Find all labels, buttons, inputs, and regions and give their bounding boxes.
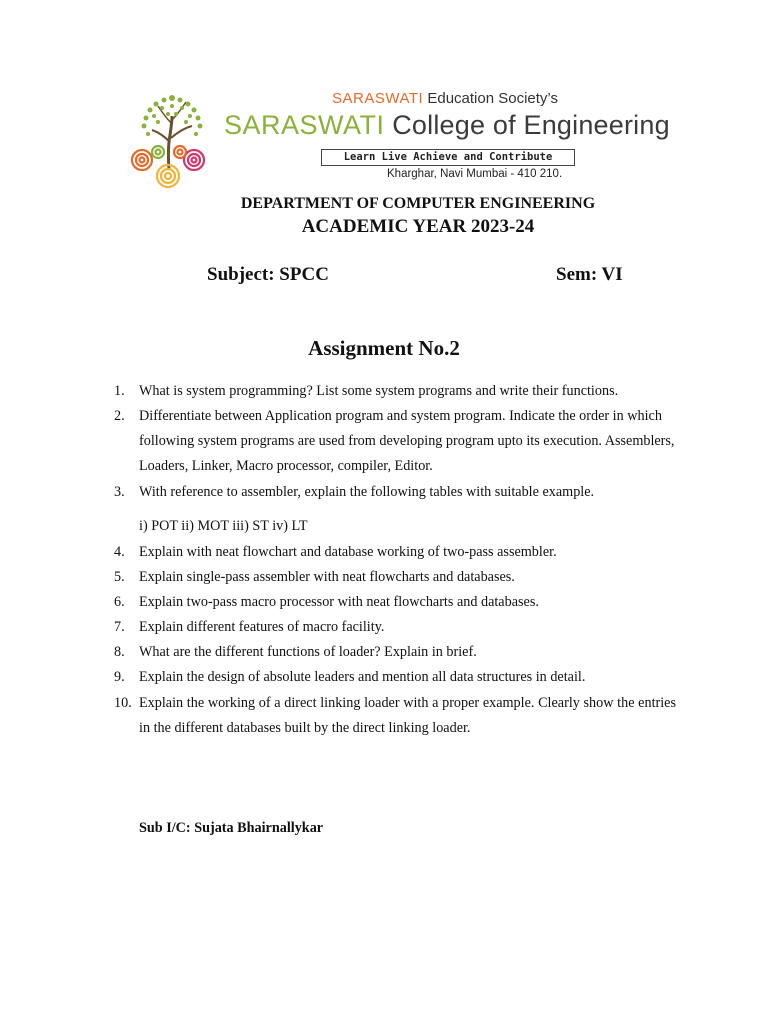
question-text: Explain with neat flowchart and database working of two-pass assembler. [139,544,557,560]
question-text: What is system programming? List some system programs and write their functions. [139,383,619,399]
question-number: 8. [114,644,125,660]
question-item [114,480,676,505]
question-text: Explain different features of macro facility. [139,619,385,635]
question-text: What are the different functions of loader? Explain in brief. [139,644,477,660]
society-name [332,90,558,107]
question-number: 4. [114,544,125,560]
table-list-subline: i) POT ii) MOT iii) ST iv) LT [139,518,308,534]
question-item [114,615,676,640]
question-number: 5. [114,569,125,585]
college-brand: SARASWATI [224,110,385,140]
question-number: 7. [114,619,125,635]
college-logo-icon [128,90,214,190]
question-number: 10. [114,695,132,711]
college-rest: College of Engineering [384,110,670,140]
academic-year-heading: ACADEMIC YEAR 2023-24 [301,216,535,237]
question-number: 9. [114,669,125,685]
college-tagline: Learn Live Achieve and Contribute [321,149,575,166]
society-rest: Education Society’s [423,90,558,107]
question-item [114,565,676,590]
question-text: Explain single-pass assembler with neat flowcharts and databases. [139,569,515,585]
question-text: Differentiate between Application program and system program. Indicate the order in which following system programs are used from developing program upto its execution. Assemblers, Loaders, Linker, Macro processor, compiler, Editor. [139,408,675,474]
question-number: 3. [114,484,125,500]
subject-in-charge: Sub I/C: Sujata Bhairnallykar [139,820,324,836]
question-text: Explain two-pass macro processor with neat flowcharts and databases. [139,594,539,610]
assignment-title: Assignment No.2 [308,336,460,360]
question-text: Explain the design of absolute leaders and mention all data structures in detail. [139,669,586,685]
subject-label: Subject: SPCC [207,264,329,285]
question-number: 1. [114,383,125,399]
question-number: 6. [114,594,125,610]
college-address: Kharghar, Navi Mumbai - 410 210. [387,168,563,180]
semester-label: Sem: VI [556,264,623,285]
question-item [114,540,676,565]
question-item [114,665,676,690]
society-brand: SARASWATI [332,90,424,107]
college-name [224,110,670,141]
question-text: Explain the working of a direct linking loader with a proper example. Clearly show the entries in the different databases built by the direct linking loader. [139,695,676,736]
question-item [114,691,676,741]
question-item [114,640,676,665]
question-number: 2. [114,408,125,424]
question-item [114,404,676,479]
question-item [114,379,676,404]
department-heading: DEPARTMENT OF COMPUTER ENGINEERING [240,195,596,212]
question-item [114,590,676,615]
question-text: With reference to assembler, explain the following tables with suitable example. [139,484,595,500]
